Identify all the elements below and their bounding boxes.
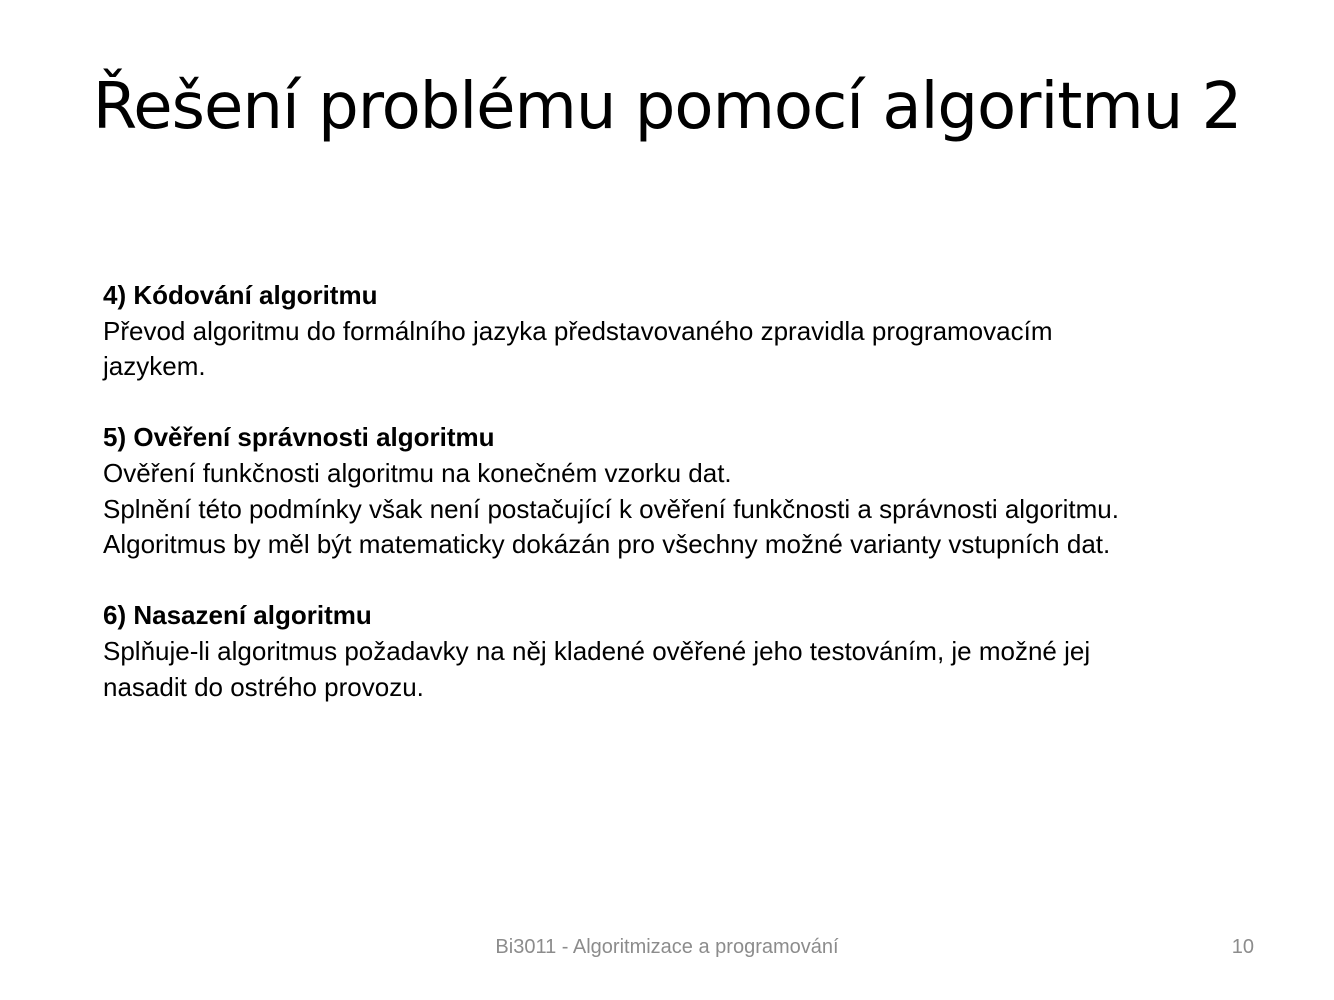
- section-text-line: Ověření funkčnosti algoritmu na konečném vzorku dat.: [103, 457, 732, 488]
- section-text-line: Převod algoritmu do formálního jazyka představovaného zpravidla programovacím: [103, 315, 1053, 346]
- section-verification: [103, 420, 1313, 562]
- section-text-line: Splnění této podmínky však není postačující k ověření funkčnosti a správnosti algoritmu.: [103, 493, 1119, 524]
- section-heading: 4) Kódování algoritmu: [103, 280, 378, 310]
- section-text-line: nasadit do ostrého provozu.: [103, 671, 424, 702]
- section-deployment: [103, 598, 1313, 705]
- slide-body: [103, 278, 1313, 705]
- section-text-line: Splňuje-li algoritmus požadavky na něj kladené ověřené jeho testováním, je možné jej: [103, 635, 1091, 666]
- section-text-line: jazykem.: [103, 351, 206, 382]
- slide-title: Řešení problému pomocí algoritmu 2: [92, 70, 1242, 144]
- section-coding: [103, 278, 1313, 385]
- section-heading: 6) Nasazení algoritmu: [103, 600, 372, 631]
- slide-footer: Bi3011 - Algoritmizace a programování: [495, 936, 839, 958]
- section-text-line: Algoritmus by měl být matematicky dokázán pro všechny možné varianty vstupních dat.: [103, 529, 1111, 560]
- section-heading: 5) Ověření správnosti algoritmu: [103, 422, 495, 453]
- slide-page-number: 10: [1231, 936, 1254, 958]
